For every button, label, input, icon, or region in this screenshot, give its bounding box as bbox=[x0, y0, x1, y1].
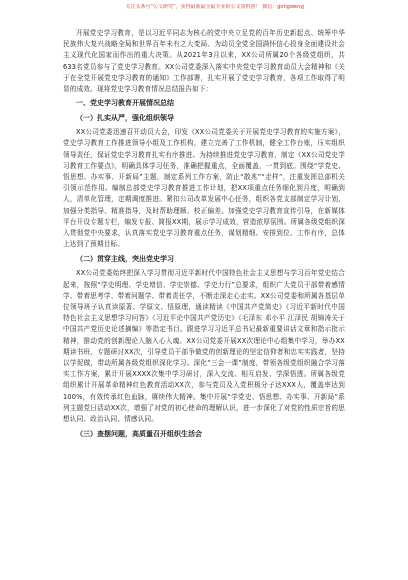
header-banner: 关注头条号“公文研究”，获得最新最全最专业的公文资料推！ 微信：gongwenyj bbox=[125, 4, 305, 10]
subsection-heading-3: （三）查摆问题，高质量召开组织生活会 bbox=[76, 430, 202, 439]
subsection-1-paragraph: XX公司党委迅速召开动员大会，印发《XX公司党委关于开展党史学习教育的实施方案》，党史学习教育工作推进领导小组及工作机构，建立完善了工作机制，健全工作台账，压实组织领导责任，保证党史学习教育扎实有序推进。为持续推进党史学习教育，制定《XX公司党史学习教育工作要点》，明确具体学习任务，准确把握重点，全面覆盖，一贯到底。围绕“学党史、悟思想、办实事、开新局”主题，制定系列工作方案，防止“散兆”“走样”，注重发挥总部机关引领示范作用。编制总部党史学习教育推进工作计划，把XX项重点任务细化到月度，明确到人，清单化管理，定期调度推进。紧扣公司改革发展中心任务，组织各党支部制定学习计划，加强分类指导、精准指导，及时帮助理顺、校正偏差。加强党史学习教育宣传引导，在新媒体平台开设专题专栏，编发专报、简报XX期，展示学习成效，营造浓厚氛围。所属各级党组织深入贯彻党中央要求，认真落实党史学习教育重点任务，谋划精细、安排到位、工作有序，总体上达到了预期目标。 bbox=[63, 128, 345, 249]
subsection-heading-2: （二）贯穿主线，突出党史学习 bbox=[76, 255, 174, 264]
intro-paragraph: 开展党史学习教育，是以习近平同志为核心的党中央立足党的百年历史新起点、统筹中华民族伟大复兴战略全局和世界百年未有之大变局、为动员全党全国满怀信心投身全面建设社会主义现代化国家而作出的重大决策。从2021年3月以来，XX公司所属20个各级党组织，共633名党员参与了党史学习教育。XX公司党委深入落实中央党史学习教育动员大会精神和《关于在全党开展党史学习教育的通知》工作部署，扎实开展了党史学习教育，各项工作取得了明显的成效。现将党史学习教育情况总结报告如下： bbox=[63, 29, 345, 94]
subsection-2-paragraph: XX公司党委始终把深入学习贯彻习近平新时代中国特色社会主义思想与学习百年党史结合起来，按照“学史明理、学史增信、学史崇德、学史力行”总要求，组织广大党员干部带着感情学、带着思考学、带着问题学、带着责任学，不断走深走心走实。XX公司党委和所属各基层单位领导班子认真读原著、学原文、悟原理，通读精读《中国共产党简史》《习近平新时代中国特色社会主义思想学习问答》《习近平论中国共产党历史》《毛泽东 邓小平 江泽民 胡锦涛关于中国共产党历史论述摘编》等指定书目。跟进学习习近平总书记最新重要讲话文章和指示批示精神，推动党的创新理论入脑入心入魂。XX公司党委开展XX次理论中心组集中学习，举办XX期读书班，专题研讨XX次，引导党员干部争做党的创新理论的坚定信仰者和忠实实践者，坚持以学促做，带动所属各级党组织深化学习。深化“三会一课”制度，带领各级党组织融合学习落实工作方案，累计开展XXXX次集中学习研讨，深入交流、相互启发、学深悟透。所属各级党组织累计开展革命精神红色教育活动XX次，参与党员及入党积极分子达XXX人，覆盖率达到100%，有效传承红色血脉，赓续伟大精神。集中开展“学党史、悟思想、办实事、开新局”系列主题党日活动XX次，增强了对党的初心使命的理解认识，进一步深化了对党的性质宗旨的思想认同、政治认同、情感认同。 bbox=[63, 269, 345, 424]
document-body bbox=[63, 28, 345, 443]
subsection-heading-1: （一）扎实从严，强化组织领导 bbox=[76, 114, 174, 123]
section-heading-main: 一、党史学习教育开展情况总结 bbox=[76, 99, 174, 108]
